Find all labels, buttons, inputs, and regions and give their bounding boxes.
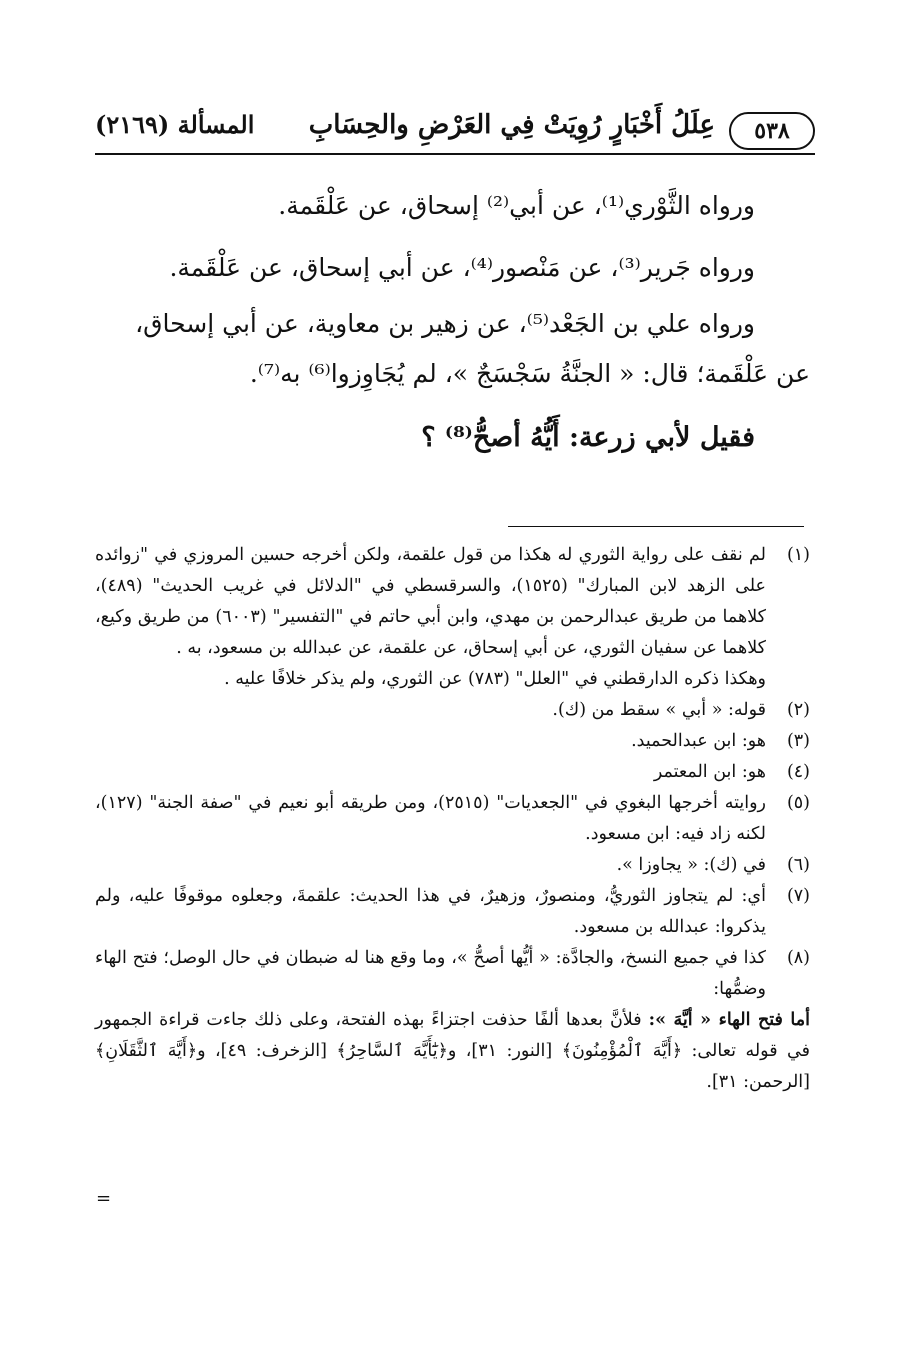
paragraph-2: ورواه جَرير⁽³⁾، عن مَنْصور⁽⁴⁾، عن أبي إسحاق، عن عَلْقَمة. <box>169 253 755 282</box>
footnote-text: روايته أخرجها البغوي في "الجعديات" (٢٥١٥)، ومن طريقه أبو نعيم في "صفة الجنة" (١٢٧)، لكنه زاد فيه: ابن مسعود. <box>95 793 766 844</box>
paragraph-3-line-1: ورواه علي بن الجَعْد⁽⁵⁾، عن زهير بن معاوية، عن أبي إسحاق، <box>135 309 755 338</box>
footnote-2 <box>95 695 810 726</box>
footnotes <box>95 540 810 1098</box>
page-number-badge: ٥٣٨ <box>729 112 815 150</box>
footnote-8-extra-text: فلأنَّ بعدها ألفًا حذفت اجتزاءً بهذه الفتحة، وعلى ذلك جاءت قراءة الجمهور في قوله تعالى: ﴿أَيَّهَ ٱلْمُؤْمِنُونَ﴾ [النور: ٣١]، و﴿يَٰٓأَيَّهَ ٱلسَّاحِرُ﴾ [الزخرف: ٤٩]، و﴿أَيَّهَ ٱلثَّقَلَانِ﴾ [الرحمن: ٣١]. <box>95 1010 811 1092</box>
footnote-divider <box>508 526 804 527</box>
footnote-text: هو: ابن عبدالحميد. <box>631 731 766 751</box>
footnote-number: (٧) <box>786 886 810 906</box>
footnote-text: وهكذا ذكره الدارقطني في "العلل" (٧٨٣) عن الثوري، ولم يذكر خلافًا عليه . <box>224 669 766 689</box>
footnote-text: قوله: « أبي » سقط من (ك). <box>552 700 766 720</box>
footnote-number: (٨) <box>786 948 810 968</box>
issue-label: المسألة (٢١٦٩) <box>95 110 255 139</box>
footnote-number: (٣) <box>786 731 810 751</box>
footnote-8-continuation <box>95 1005 810 1098</box>
header-divider <box>95 153 815 155</box>
footnote-text: هو: ابن المعتمر <box>653 762 766 782</box>
page-header <box>95 108 815 152</box>
footnote-number: (٥) <box>786 793 810 813</box>
footnote-5 <box>95 788 810 850</box>
footnote-7 <box>95 881 810 943</box>
footnote-1 <box>95 540 810 695</box>
paragraph-4: فقيل لأبي زرعة: أَيُّهُ أصحُّ⁽⁸⁾ ؟ <box>421 422 755 453</box>
continuation-mark: = <box>96 1188 112 1209</box>
footnote-6 <box>95 850 810 881</box>
footnote-number: (١) <box>786 545 810 565</box>
footnote-8-bold-lead: أما فتح الهاء « أيَّهَ »: <box>648 1010 810 1030</box>
main-text <box>95 175 810 469</box>
footnote-text: لم نقف على رواية الثوري له هكذا من قول علقمة، ولكن أخرجه حسين المروزي في "زوائده على الزهد لابن المبارك" (١٥٢٥)، والسرقسطي في "الدلائل في غريب الحديث" (٤٨٩)، كلاهما من طريق عبدالرحمن بن مهدي، وابن أبي حاتم في "التفسير" (٦٠٠٣) من طريق وكيع، كلاهما عن سفيان الثوري، عن أبي إسحاق، عن علقمة، عن عبدالله بن مسعود، به . <box>95 545 766 658</box>
paragraph-3-line-2: عن عَلْقَمة؛ قال: « الجنَّةُ سَجْسَجٌ »، لم يُجَاوِزوا⁽⁶⁾ به⁽⁷⁾. <box>249 359 810 388</box>
footnote-text: كذا في جميع النسخ، والجادَّة: « أيُّها أصحُّ »، وما وقع هنا له ضبطان في حال الوصل؛ فتح الهاء وضمُّها: <box>95 948 766 999</box>
footnote-4 <box>95 757 810 788</box>
paragraph-1: ورواه الثَّوْري⁽¹⁾، عن أبي⁽²⁾ إسحاق، عن عَلْقَمة. <box>278 191 755 220</box>
running-title: عِلَلُ أَخْبَارٍ رُوِيَتْ فِي العَرْضِ والحِسَابِ <box>308 110 715 140</box>
footnote-3 <box>95 726 810 757</box>
footnote-body <box>95 540 766 695</box>
footnote-text: أي: لم يتجاوز الثوريُّ، ومنصورٌ، وزهيرٌ، في هذا الحديث: علقمةَ، وجعلوه موقوفًا عليه، ولم يذكروا: عبدالله بن مسعود. <box>95 886 766 937</box>
footnote-8 <box>95 943 810 1005</box>
footnote-number: (٦) <box>786 855 810 875</box>
footnote-number: (٢) <box>786 700 810 720</box>
footnote-text: في (ك): « يجاوزا ». <box>616 855 766 875</box>
footnote-number: (٤) <box>786 762 810 782</box>
